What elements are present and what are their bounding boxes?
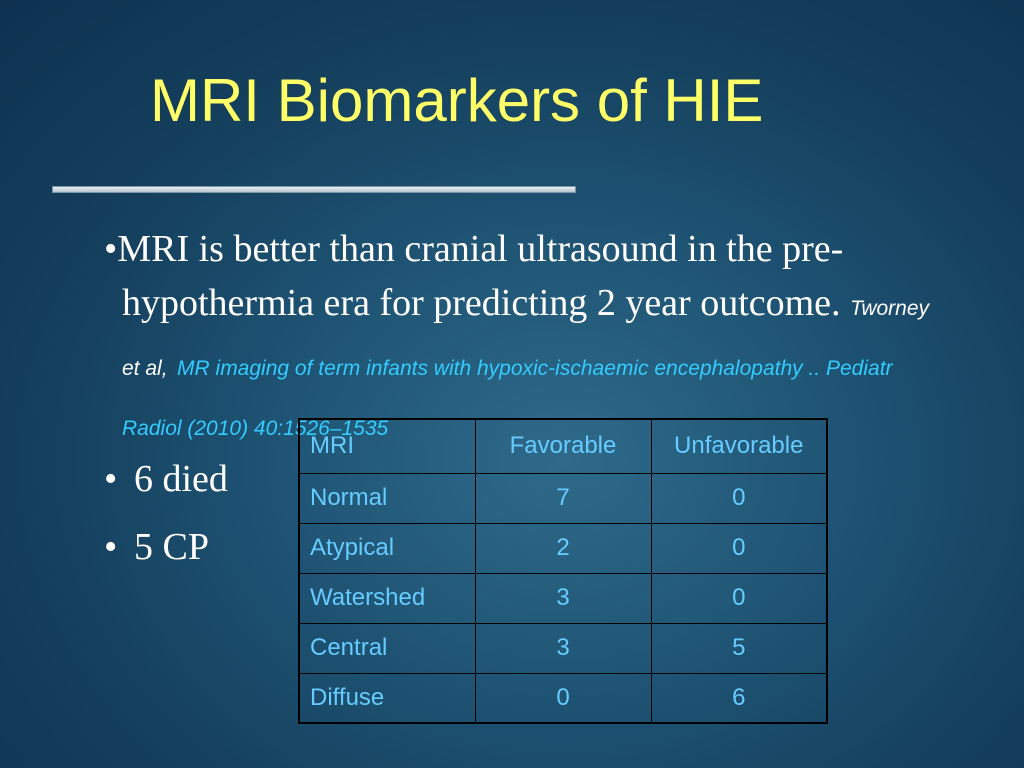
table-cell: 3: [475, 573, 651, 623]
citation-title: MR imaging of term infants with hypoxic-ischaemic encephalopathy .. Pediatr Radiol (2010) 40:1526–1535: [122, 357, 893, 440]
table-row: [299, 573, 827, 623]
table-cell: 0: [651, 473, 827, 523]
bullet-text: 6 died: [134, 458, 228, 500]
mri-outcome-table: [298, 418, 828, 724]
table-row: [299, 673, 827, 723]
table-header-cell: MRI: [299, 419, 475, 473]
table-cell: 5: [651, 623, 827, 673]
table-cell: 2: [475, 523, 651, 573]
citation-authors: Tworney et al,: [122, 297, 930, 380]
slide-title: MRI Biomarkers of HIE: [150, 67, 764, 134]
table-cell: Watershed: [299, 573, 475, 623]
list-item: [104, 520, 228, 588]
table-cell: 0: [651, 573, 827, 623]
bullet-marker: •: [104, 458, 118, 500]
table-cell: 0: [475, 673, 651, 723]
table-header-row: [299, 419, 827, 473]
table-cell: Normal: [299, 473, 475, 523]
table-cell: Diffuse: [299, 673, 475, 723]
table-cell: 6: [651, 673, 827, 723]
bullet-marker: •: [104, 228, 118, 270]
main-bullet-text: MRI is better than cranial ultrasound in the pre-hypothermia era for predicting 2 year outcome.: [117, 228, 844, 324]
table-cell: Atypical: [299, 523, 475, 573]
bullet-marker: •: [104, 526, 118, 568]
table-cell: 3: [475, 623, 651, 673]
table-cell: Central: [299, 623, 475, 673]
table-row: [299, 623, 827, 673]
list-item: [104, 452, 228, 520]
title-divider: [52, 186, 576, 193]
table-cell: 7: [475, 473, 651, 523]
table-header-cell: Unfavorable: [651, 419, 827, 473]
bullet-text: 5 CP: [134, 526, 209, 568]
table-row: [299, 523, 827, 573]
table-row: [299, 473, 827, 523]
table-header-cell: Favorable: [475, 419, 651, 473]
table-cell: 0: [651, 523, 827, 573]
short-bullet-list: [104, 452, 228, 588]
